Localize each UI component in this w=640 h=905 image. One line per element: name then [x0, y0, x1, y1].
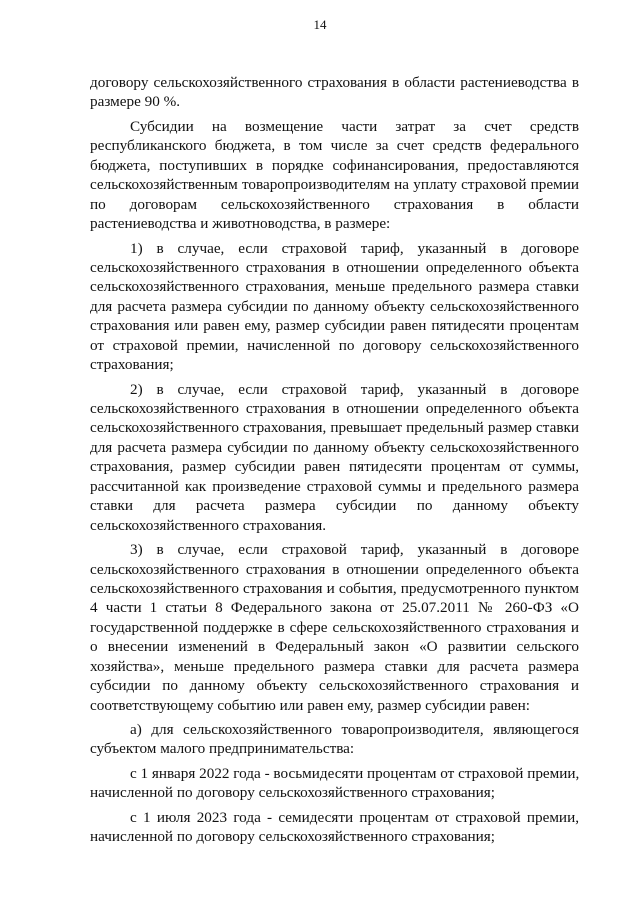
- text-line: с 1 июля 2023 года - семидесяти процентам от страховой премии,: [130, 808, 579, 826]
- text-line: страхования или равен ему, размер субсидии равен пятидесяти процентам: [90, 317, 579, 335]
- page-number: 14: [313, 17, 327, 32]
- text-line: республиканского бюджета, в том числе за счет средств федерального: [90, 137, 579, 155]
- text-line: 1) в случае, если страховой тариф, указанный в договоре: [130, 239, 579, 257]
- text-line: рассчитанной как произведение страховой суммы и предельного размера: [90, 477, 579, 495]
- document-body: [90, 73, 579, 847]
- text-line: для расчета размера субсидии по данному объекту сельскохозяйственного: [90, 438, 579, 456]
- text-line: сельскохозяйственного страхования.: [90, 516, 327, 534]
- text-line: государственной поддержке в сфере сельскохозяйственного страхования и: [90, 618, 579, 636]
- text-line: сельскохозяйственного страхования в отношении определенного объекта: [90, 560, 579, 578]
- text-line: сельскохозяйственного страхования в отношении определенного объекта: [90, 258, 579, 276]
- text-line: Субсидии на возмещение части затрат за счет средств: [130, 117, 579, 135]
- paragraph: [90, 117, 579, 234]
- paragraph: [90, 540, 579, 715]
- text-line: сельскохозяйственного страхования, меньше предельного размера ставки: [90, 278, 579, 296]
- text-line: размере 90 %.: [90, 93, 181, 111]
- paragraph: [90, 720, 579, 759]
- text-line: соответствующему событию или равен ему, размер субсидии равен:: [90, 696, 530, 714]
- text-line: сельскохозяйственного страхования в отношении определенного объекта: [90, 400, 579, 417]
- text-line: 4 части 1 статьи 8 Федерального закона от 25.07.2011 № 260-ФЗ «О: [90, 599, 579, 617]
- text-line: страхования, размер субсидии равен пятидесяти процентам от суммы,: [90, 458, 579, 476]
- paragraph: [90, 764, 579, 803]
- text-line: страхования;: [90, 356, 174, 374]
- text-line: сельскохозяйственного страхования и события, предусмотренного пунктом: [90, 579, 579, 597]
- paragraph: [90, 239, 579, 375]
- text-line: 3) в случае, если страховой тариф, указанный в договоре: [130, 541, 579, 559]
- text-line: субсидии по данному объекту сельскохозяйственного страхования и: [90, 677, 579, 695]
- paragraph: [90, 73, 579, 112]
- text-line: бюджета, поступивших в порядке софинансирования, предоставляются: [90, 156, 579, 174]
- text-line: для расчета размера субсидии по данному объекту сельскохозяйственного: [90, 297, 579, 315]
- paragraph: [90, 380, 579, 536]
- text-line: субъектом малого предпринимательства:: [90, 740, 355, 758]
- text-line: по договорам сельскохозяйственного страхования в области: [90, 195, 579, 213]
- text-line: ставки для расчета размера субсидии по данному объекту: [90, 497, 579, 515]
- text-line: сельскохозяйственным товаропроизводителям на уплату страховой премии: [90, 176, 579, 194]
- text-line: с 1 января 2022 года - восьмидесяти процентам от страховой премии,: [130, 764, 580, 782]
- text-line: о внесении изменений в Федеральный закон «О развитии сельского: [90, 638, 579, 656]
- paragraph: [90, 808, 579, 847]
- text-line: начисленной по договору сельскохозяйственного страхования;: [90, 784, 496, 802]
- text-line: 2) в случае, если страховой тариф, указанный в договоре: [130, 380, 579, 398]
- text-line: от страховой премии, начисленной по договору сельскохозяйственного: [90, 336, 579, 354]
- text-line: договору сельскохозяйственного страхования в области растениеводства в: [90, 74, 579, 91]
- text-line: а) для сельскохозяйственного товаропроизводителя, являющегося: [130, 721, 579, 738]
- text-line: хозяйства», меньше предельного размера ставки для расчета размера: [90, 657, 579, 675]
- text-line: растениеводства и животноводства, в размере:: [90, 215, 391, 233]
- text-line: начисленной по договору сельскохозяйственного страхования;: [90, 828, 496, 846]
- text-line: сельскохозяйственного страхования, превышает предельный размер ставки: [90, 419, 579, 437]
